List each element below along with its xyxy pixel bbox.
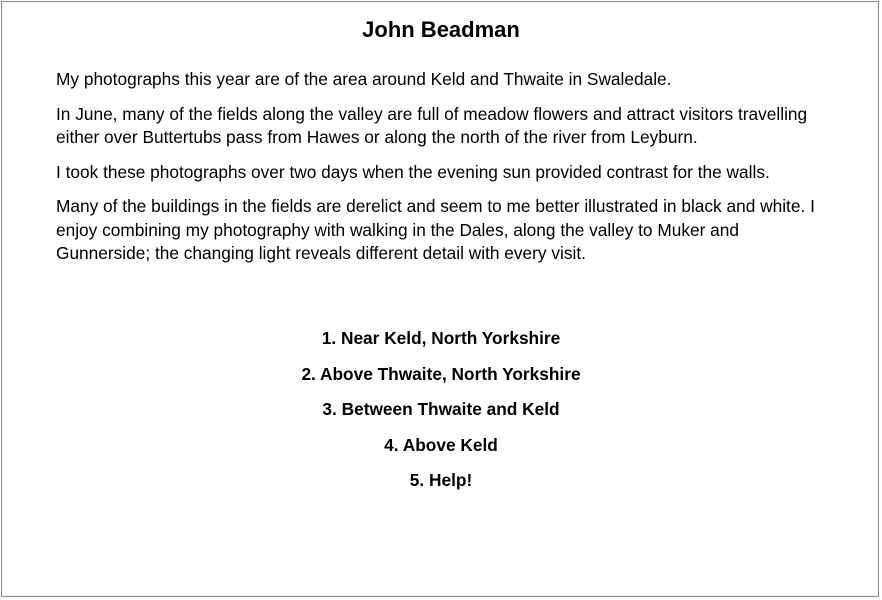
photo-link-above-thwaite[interactable]: 2. Above Thwaite, North Yorkshire: [301, 363, 581, 384]
help-link[interactable]: 5. Help!: [409, 470, 473, 490]
photo-list-item: [0, 362, 882, 386]
photo-link-list: [0, 326, 882, 504]
intro-paragraph: Many of the buildings in the fields are derelict and seem to me better illustrated in black and white. I enjoy combining my photography with walking in the Dales, along the valley to Muker and Gunnerside; the changing light reveals different detail with every visit.: [56, 196, 815, 263]
intro-paragraph: My photographs this year are of the area around Keld and Thwaite in Swaledale.: [56, 69, 672, 89]
photo-list-item: [0, 397, 882, 421]
intro-paragraph: I took these photographs over two days when the evening sun provided contrast for the walls.: [56, 161, 770, 182]
photo-list-item: [0, 468, 882, 492]
page-title: John Beadman: [362, 17, 520, 42]
photo-link-above-keld[interactable]: 4. Above Keld: [384, 434, 498, 455]
photo-list-item: [0, 326, 882, 350]
photo-link-between-thwaite-and-keld[interactable]: 3. Between Thwaite and Keld: [322, 399, 560, 419]
intro-text: [56, 68, 826, 277]
intro-paragraph: In June, many of the fields along the valley are full of meadow flowers and attract visitors travelling either over Buttertubs pass from Hawes or along the north of the river from Leyburn.: [56, 103, 808, 147]
photo-list-item: [0, 433, 882, 457]
photo-link-near-keld[interactable]: 1. Near Keld, North Yorkshire: [321, 328, 561, 348]
